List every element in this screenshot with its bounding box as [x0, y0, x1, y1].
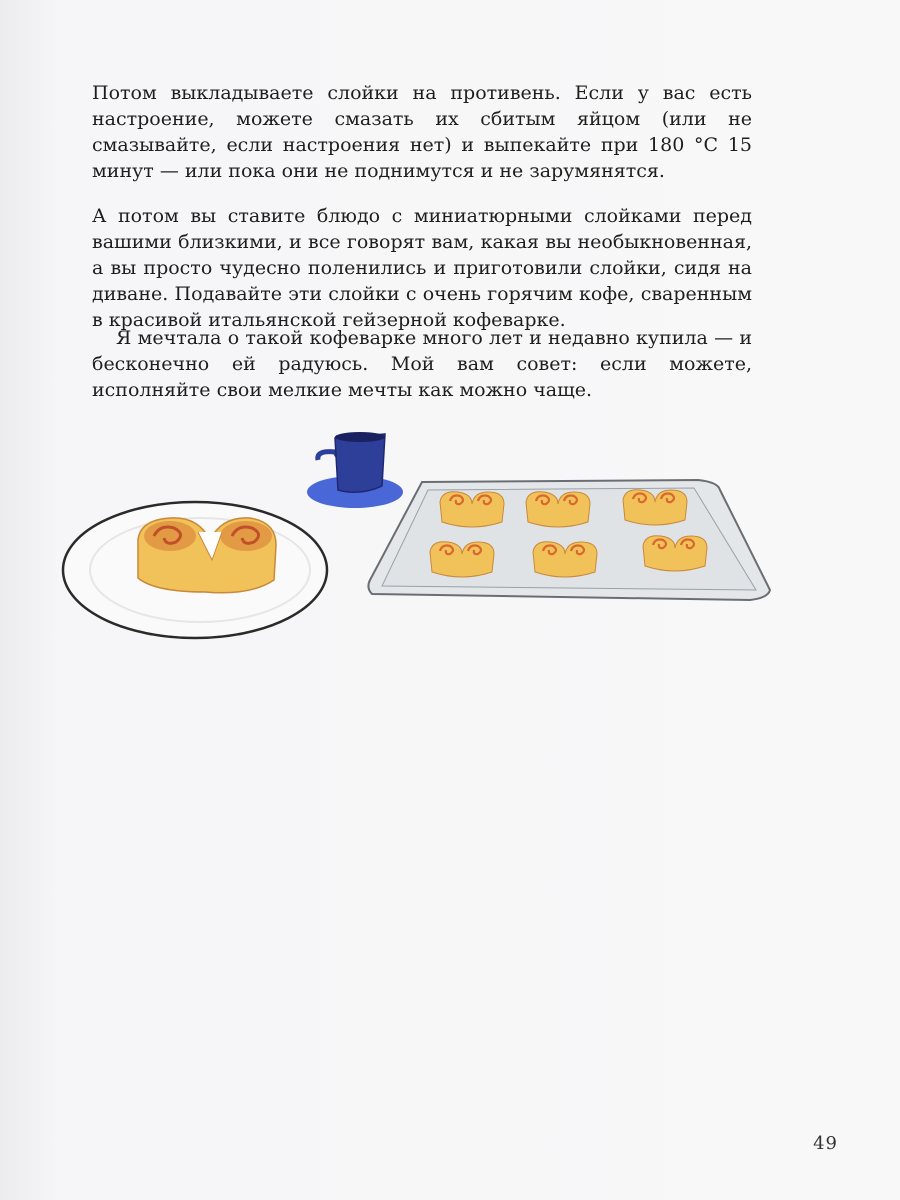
plate-with-pastry — [63, 502, 327, 638]
paragraph-text: Я мечтала о такой кофеварке много лет и недавно купила — и бесконечно ей радуюсь. Мой вам совет: если можете, исполняйте свои мелкие мечты как можно чаще. — [92, 327, 752, 401]
paragraph-3 — [92, 325, 752, 403]
paragraph-1 — [92, 80, 752, 184]
paragraph-2 — [92, 203, 752, 333]
page-number: 49 — [813, 1133, 838, 1154]
blue-cup-on-saucer — [307, 432, 403, 508]
paragraph-text: Потом выкладываете слойки на противень. Если у вас есть настроение, можете смазать их сбитым яйцом (или не смазывайте, если настроения нет) и выпекайте при 180 °С 15 минут — или пока они не поднимутся и не зарумянятся. — [92, 82, 752, 182]
pastry-coffee-illustration — [50, 420, 790, 670]
paragraph-text: А потом вы ставите блюдо с миниатюрными слойками перед вашими близкими, и все говорят вам, какая вы необыкновенная, а вы просто чудесно поленились и приготовили слойки, сидя на диване. Подавайте эти слойки с очень горячим кофе, сваренным в красивой итальянской гейзерной кофеварке. — [92, 205, 752, 331]
